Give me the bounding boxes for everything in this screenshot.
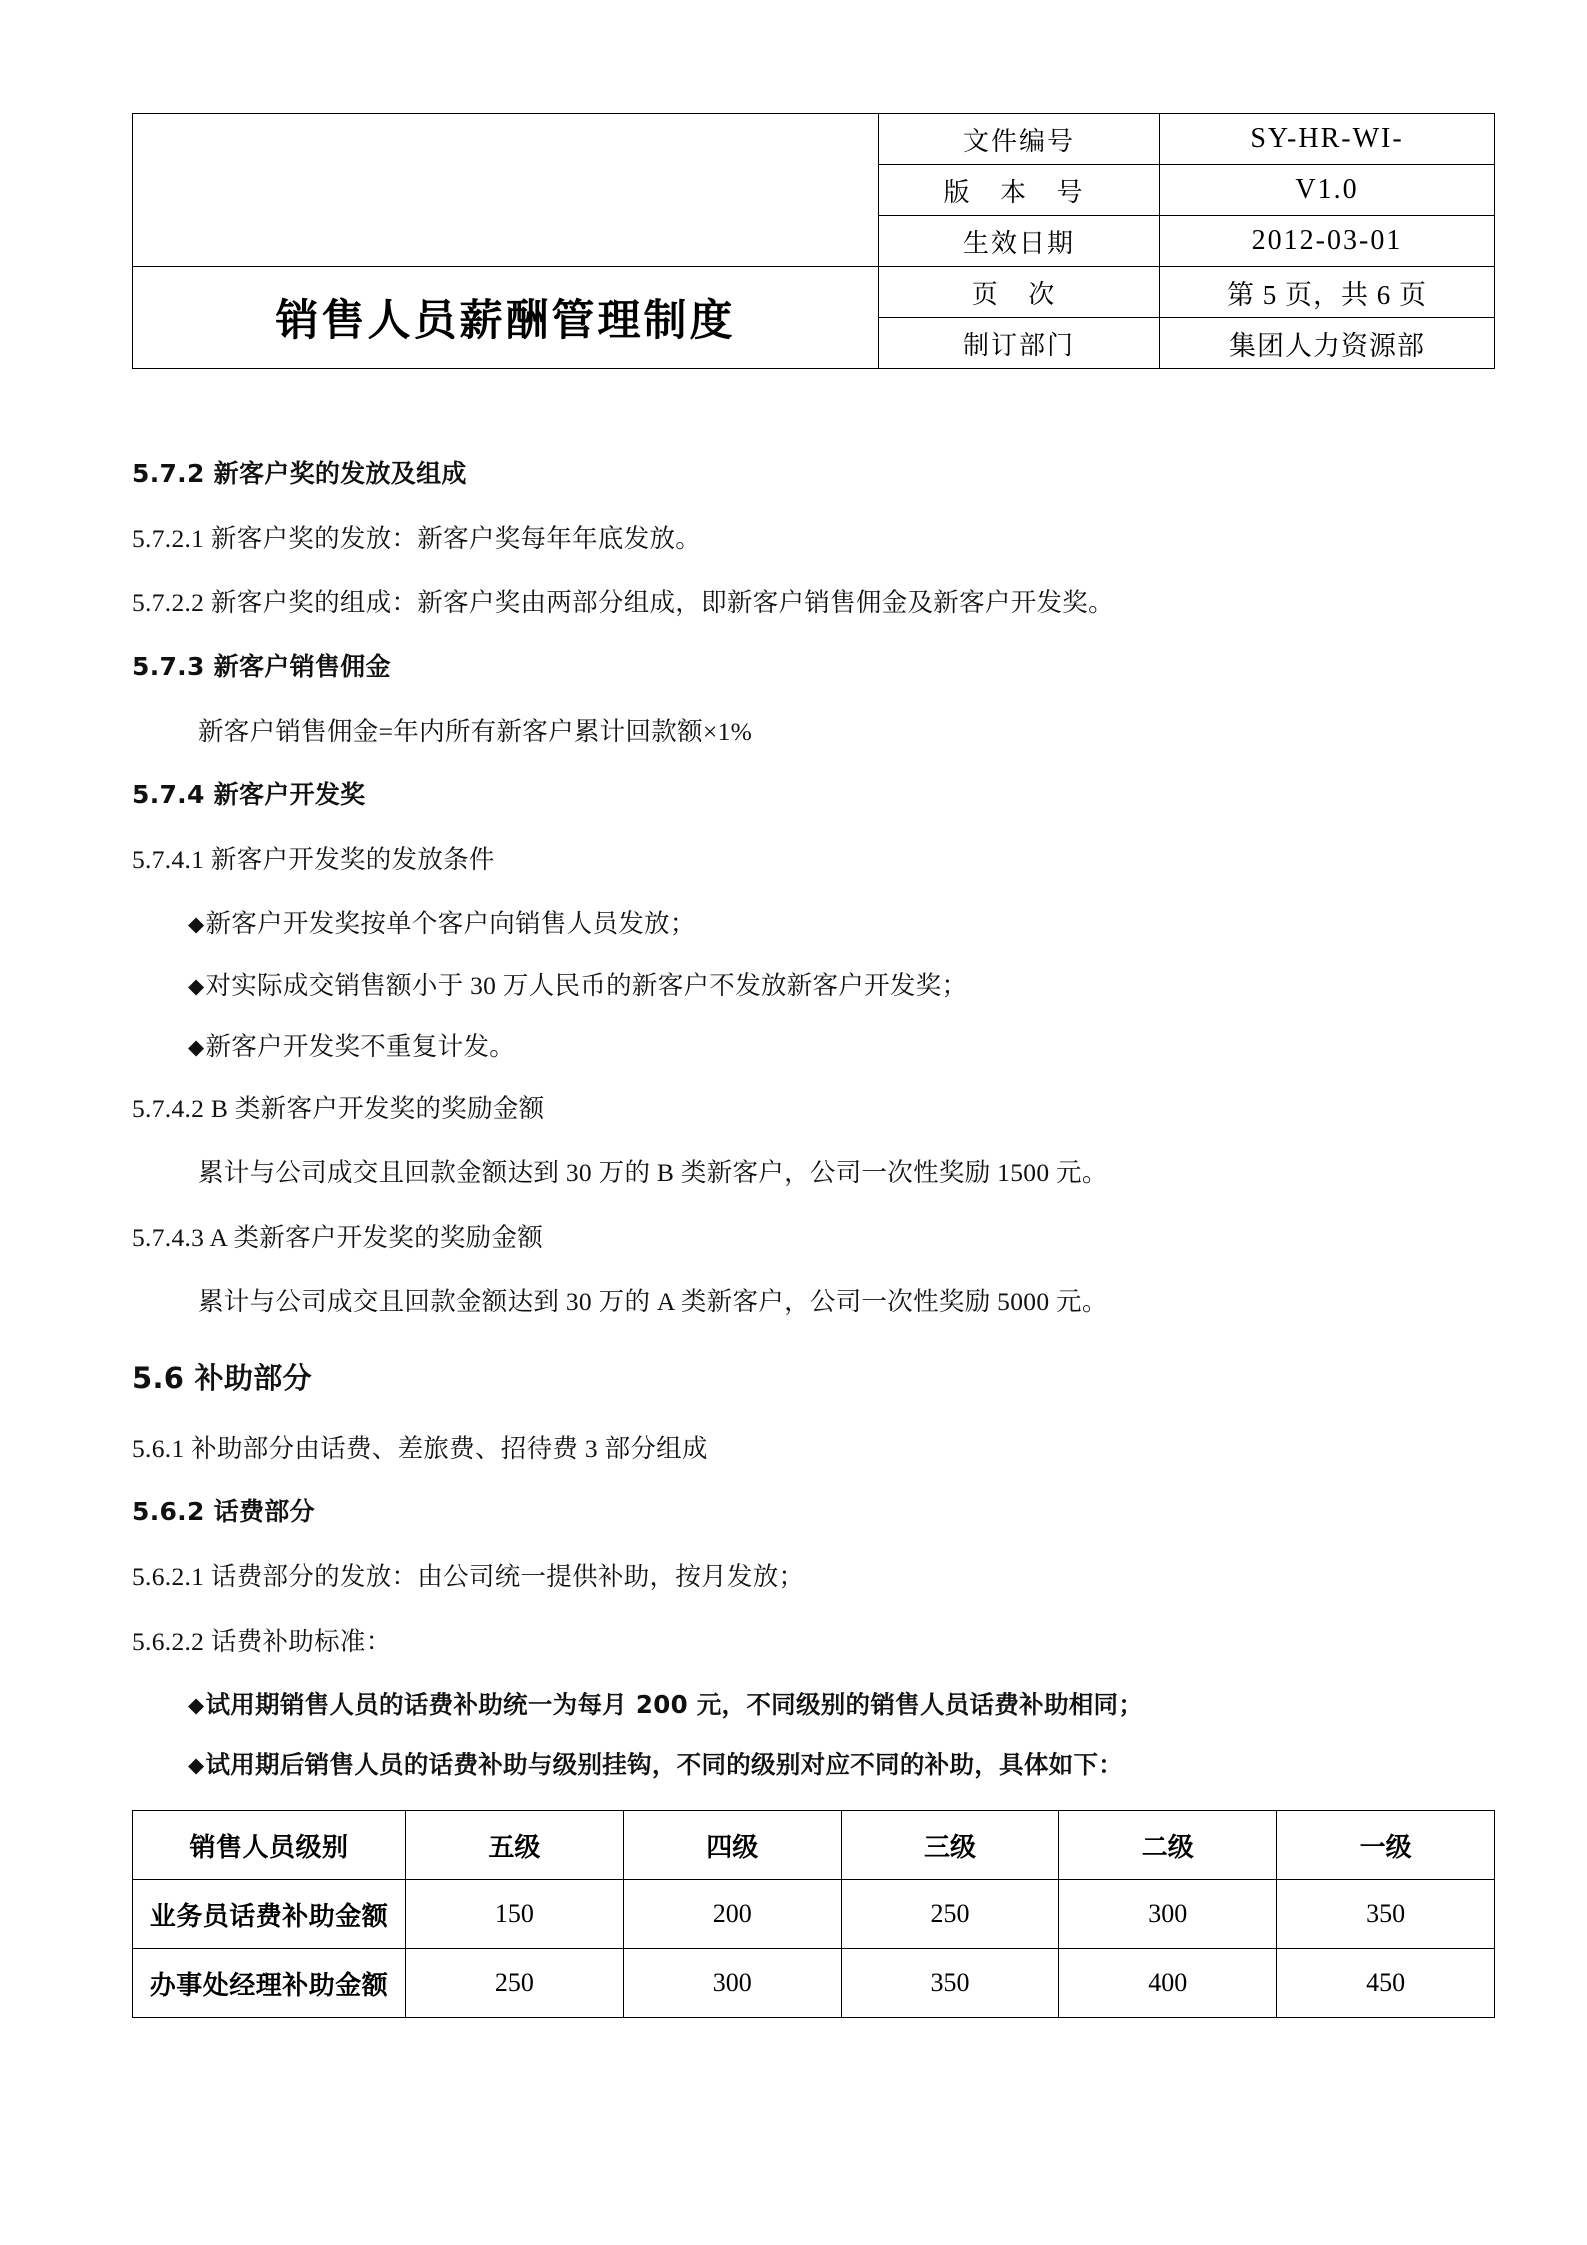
body-bullet-item: [132, 1686, 1495, 1724]
body-paragraph: 5.7.4.3 A 类新客户开发奖的奖励金额: [132, 1222, 544, 1252]
table-cell: 400: [1059, 1949, 1277, 2018]
header-value-effective-date: 2012-03-01: [1160, 216, 1495, 267]
table-cell: 200: [623, 1880, 841, 1949]
table-column-header: 二级: [1059, 1811, 1277, 1880]
table-row-header: 业务员话费补助金额: [133, 1880, 406, 1949]
table-cell: 300: [1059, 1880, 1277, 1949]
body-paragraph: 5.6.2.1 话费部分的发放：由公司统一提供补助，按月发放；: [132, 1562, 805, 1592]
body-bullet-item: [132, 1027, 1495, 1067]
phone-allowance-table-block: [132, 1810, 1495, 2018]
header-label-version: 版 本 号: [879, 165, 1160, 216]
document-header-block: [132, 113, 1495, 369]
bullet-text: 新客户开发奖不重复计发。: [205, 1032, 516, 1062]
header-label-department: 制订部门: [879, 318, 1160, 369]
header-value-version: V1.0: [1160, 165, 1495, 216]
body-subheading: 5.7.3 新客户销售佣金: [132, 651, 391, 681]
diamond-bullet-icon: ◆: [188, 1035, 205, 1060]
table-column-header: 四级: [623, 1811, 841, 1880]
body-section-heading: 5.6 补助部分: [132, 1360, 312, 1395]
bullet-text: 试用期后销售人员的话费补助与级别挂钩，不同的级别对应不同的补助，具体如下：: [205, 1750, 1124, 1780]
header-value-page: 第 5 页，共 6 页: [1160, 267, 1495, 318]
bullet-text: 对实际成交销售额小于 30 万人民币的新客户不发放新客户开发奖；: [205, 970, 968, 1000]
page-title: 销售人员薪酬管理制度: [133, 267, 879, 369]
table-column-header: 五级: [406, 1811, 624, 1880]
table-column-header: 一级: [1277, 1811, 1495, 1880]
table-row: [133, 1949, 1495, 2018]
table-header-row: [133, 1811, 1495, 1880]
diamond-bullet-icon: ◆: [188, 1693, 205, 1718]
header-label-effective-date: 生效日期: [879, 216, 1160, 267]
diamond-bullet-icon: ◆: [188, 1753, 205, 1778]
header-row-doc-number: [133, 114, 1495, 165]
table-row: [133, 1880, 1495, 1949]
table-row-header: 办事处经理补助金额: [133, 1949, 406, 2018]
body-paragraph: 5.6.2.2 话费补助标准：: [132, 1626, 392, 1656]
header-value-doc-number: SY-HR-WI-: [1160, 114, 1495, 165]
body-bullet-item: [132, 966, 1495, 1006]
body-indented-paragraph: 累计与公司成交且回款金额达到 30 万的 A 类新客户，公司一次性奖励 5000 元。: [198, 1287, 1108, 1317]
bullet-text: 新客户开发奖按单个客户向销售人员发放；: [205, 909, 696, 939]
body-bullet-item: [132, 1746, 1495, 1784]
body-paragraph: 5.7.4.2 B 类新客户开发奖的奖励金额: [132, 1093, 545, 1123]
header-info-table: [132, 113, 1495, 369]
body-paragraph: 5.7.4.1 新客户开发奖的发放条件: [132, 844, 495, 874]
body-bullet-item: [132, 904, 1495, 944]
table-cell: 450: [1277, 1949, 1495, 2018]
diamond-bullet-icon: ◆: [188, 912, 205, 937]
header-label-page: 页 次: [879, 267, 1160, 318]
body-subheading: 5.7.2 新客户奖的发放及组成: [132, 459, 467, 488]
table-corner-header: 销售人员级别: [133, 1811, 406, 1880]
body-subheading: 5.6.2 话费部分: [132, 1497, 315, 1527]
phone-allowance-table: [132, 1810, 1495, 2018]
document-body: [132, 455, 1495, 2018]
header-label-doc-number: 文件编号: [879, 114, 1160, 165]
body-paragraph: 5.6.1 补助部分由话费、差旅费、招待费 3 部分组成: [132, 1433, 708, 1463]
body-block-list: [132, 455, 1495, 1784]
body-indented-paragraph: 累计与公司成交且回款金额达到 30 万的 B 类新客户，公司一次性奖励 1500 元。: [198, 1158, 1108, 1188]
table-cell: 250: [406, 1949, 624, 2018]
bullet-text: 试用期销售人员的话费补助统一为每月 200 元，不同级别的销售人员话费补助相同；: [205, 1690, 1144, 1720]
header-row-page: [133, 267, 1495, 318]
header-title-spacer: [133, 114, 879, 267]
table-column-header: 三级: [841, 1811, 1059, 1880]
body-indented-paragraph: 新客户销售佣金=年内所有新客户累计回款额×1%: [198, 716, 753, 746]
header-value-department: 集团人力资源部: [1160, 318, 1495, 369]
body-subheading: 5.7.4 新客户开发奖: [132, 780, 366, 810]
body-paragraph: 5.7.2.2 新客户奖的组成：新客户奖由两部分组成，即新客户销售佣金及新客户开发奖。: [132, 588, 1114, 618]
table-cell: 350: [1277, 1880, 1495, 1949]
diamond-bullet-icon: ◆: [188, 973, 205, 998]
table-cell: 350: [841, 1949, 1059, 2018]
table-cell: 150: [406, 1880, 624, 1949]
table-cell: 250: [841, 1880, 1059, 1949]
body-paragraph: 5.7.2.1 新客户奖的发放：新客户奖每年年底发放。: [132, 523, 702, 553]
table-cell: 300: [623, 1949, 841, 2018]
